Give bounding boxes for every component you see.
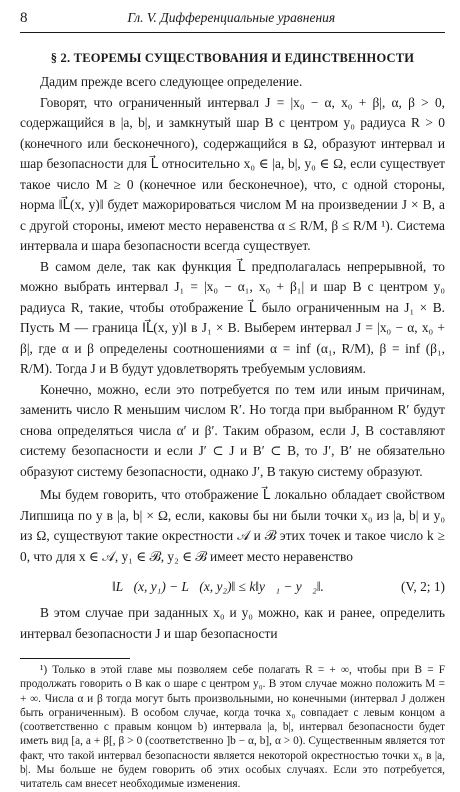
paragraph-proof: В самом деле, так как функция L⃗ предполагалась непрерывной, то можно выбрать интервал J₁ = |x₀ − α₁, x₀ + β₁| и шар B с центром y₀ радиуса R, такие, чтобы отображение L⃗ было ограниченным на J₁ × B. Пусть M — граница ‖L⃗(x, y)‖ в J₁ × B. Выберем интервал J = |x₀ − α, x₀ + β|, где α и β определены соотношениями α = inf (α₁, R/M), β = inf (β₁, R/M). Тогда J и B будут удовлетворять требуемым условиям. xyxy=(20,258,445,376)
section-title: § 2. ТЕОРЕМЫ СУЩЕСТВОВАНИЯ И ЕДИНСТВЕННОСТИ xyxy=(50,51,415,65)
book-page xyxy=(20,10,445,792)
formula-tag: (V, 2; 1) xyxy=(400,579,445,594)
header-rule xyxy=(20,32,445,33)
footnote-rule xyxy=(20,658,130,659)
running-title: Гл. V. Дифференциальные уравнения xyxy=(127,10,336,25)
footnote: ¹) Только в этой главе мы позволяем себе полагать R = + ∞, чтобы при B = F продолжать говорить о B как о шаре с центром y₀. В этом случае можно положить M = + ∞. Числа α и β тогда могут быть произвольными, но конечными (интервал J должен быть ограниченным). В особом случае, когда точка x₀ совпадает с левым концом a (соответственно с правым концом b) интервала |a, b|, интервал безопасности будет иметь вид [a, a + β[, β > 0 (соответственно ]b − α, b], α > 0). Существенным является тот факт, что такой интервал безопасности является некоторой окрестностью точки x₀ в |a, b|. Мы больше не будем говорить об этих особых случаях. Если это потребуется, читатель сам внесет необходимые изменения. xyxy=(20,664,445,791)
paragraph-intro: Дадим прежде всего следующее определение. xyxy=(40,74,303,89)
paragraph-definition: Говорят, что ограниченный интервал J = |x₀ − α, x₀ + β|, α, β > 0, содержащийся в |a, b|, и замкнутый шар B с центром y₀ радиуса R > 0 (конечного или бесконечного), содержащийся в Ω, образуют интервал и шар безопасности для L⃗ относительно x₀ ∈ |a, b|, y₀ ∈ Ω, если существует такое число M ≥ 0 (конечное или бесконечное), что, с одной стороны, норма ‖L⃗(x, y)‖ будет мажорироваться числом M на произведении J × B, а с другой стороны, имеют место неравенства α ≤ R/M, β ≤ R/M ¹). Система интервала и шара безопасности всегда существует. xyxy=(20,94,445,253)
page-number: 8 xyxy=(20,10,28,26)
body-text-continued xyxy=(20,603,445,644)
paragraph-continuation: В этом случае при заданных x₀ и y₀ можно, как и ранее, определить интервал безопасности J и шар безопасности xyxy=(20,605,445,641)
body-text xyxy=(20,72,445,567)
paragraph-lipschitz: Мы будем говорить, что отображение L⃗ локально обладает свойством Липшица по y в |a, b| × Ω, если, каковы бы ни были точки x₀ из |a, b| и y₀ из Ω, существуют такие окрестности 𝒜 и ℬ этих точек и такое число k ≥ 0, что для x ∈ 𝒜, y₁ ∈ ℬ, y₂ ∈ ℬ имеет место неравенство xyxy=(20,487,445,564)
paragraph-remark: Конечно, можно, если это потребуется по тем или иным причинам, заменить число R меньшим числом R′. Но тогда при выбранном R′ будут снова определяться числа α′ и β′. Таким образом, если J, B составляют систему безопасности и если J′ ⊂ J и B′ ⊂ B, то J′, B′ не обязательно образуют систему безопасности, однако J′, B такую систему образуют. xyxy=(20,381,445,479)
display-formula xyxy=(20,579,445,595)
formula-expression: ‖L⃗(x, y₁) − L⃗(x, y₂)‖ ≤ k‖y⃗₁ − y⃗₂‖. xyxy=(112,579,324,594)
page-header xyxy=(20,10,445,30)
